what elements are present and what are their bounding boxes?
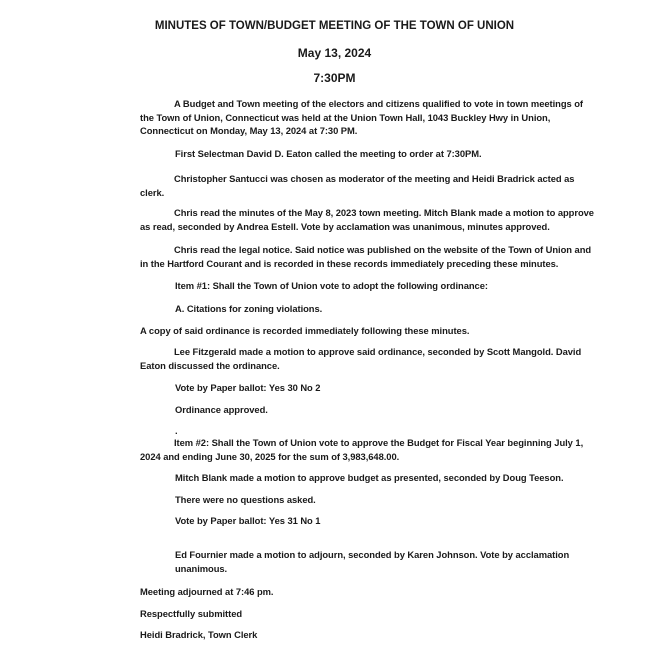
signoff-label: Respectfully submitted [140, 608, 243, 619]
item-1-heading: Item #1: Shall the Town of Union vote to adopt the following ordinance: [175, 280, 488, 291]
item-2-heading: Item #2: Shall the Town of Union vote to approve the Budget for Fiscal Year beginning July 1, 2024 and ending June 30, 2025 for the sum of 3,983,648.00. [140, 437, 584, 462]
meeting-date: May 13, 2024 [297, 46, 372, 60]
paragraph-legal-notice: Chris read the legal notice. Said notice was published on the website of the Town of Union and in the Hartford Courant and is recorded in these records immediately preceding these minutes. [140, 244, 592, 269]
paragraph-adjourn-motion: Ed Fournier made a motion to adjourn, seconded by Karen Johnson. Vote by acclamation unanimous. [175, 549, 570, 574]
item-1-vote: Vote by Paper ballot: Yes 30 No 2 [175, 382, 321, 393]
meeting-time: 7:30PM [313, 71, 356, 85]
item-2-vote: Vote by Paper ballot: Yes 31 No 1 [175, 515, 321, 526]
item-1-result: Ordinance approved. [175, 404, 268, 415]
document-title: MINUTES OF TOWN/BUDGET MEETING OF THE TOWN OF UNION [154, 20, 515, 32]
paragraph-ordinance-motion: Lee Fitzgerald made a motion to approve said ordinance, seconded by Scott Mangold. David Eaton discussed the ordinance. [140, 346, 582, 371]
paragraph-prior-minutes: Chris read the minutes of the May 8, 2023 town meeting. Mitch Blank made a motion to approve as read, seconded by Andrea Estell. Vote by acclamation was unanimous, minutes approved. [140, 207, 594, 232]
paragraph-ordinance-copy: A copy of said ordinance is recorded immediately following these minutes. [140, 325, 470, 336]
paragraph-moderator: Christopher Santucci was chosen as moderator of the meeting and Heidi Bradrick acted as clerk. [140, 173, 575, 198]
signoff-name: Heidi Bradrick, Town Clerk [140, 629, 258, 640]
paragraph-adjourned: Meeting adjourned at 7:46 pm. [140, 586, 274, 597]
item-1-ordinance-a: A. Citations for zoning violations. [175, 303, 323, 314]
item-2-questions: There were no questions asked. [175, 494, 316, 505]
paragraph-call-to-order: First Selectman David D. Eaton called the meeting to order at 7:30PM. [175, 148, 482, 159]
paragraph-intro: A Budget and Town meeting of the electors and citizens qualified to vote in town meetings of the Town of Union, Connecticut was held at the Union Town Hall, 1043 Buckley Hwy in Union, Connecticut on Monday, May 13, 2024 at 7:30 PM. [140, 98, 583, 137]
item-2-motion: Mitch Blank made a motion to approve budget as presented, seconded by Doug Teeson. [175, 472, 564, 483]
stray-period: . [175, 425, 178, 436]
